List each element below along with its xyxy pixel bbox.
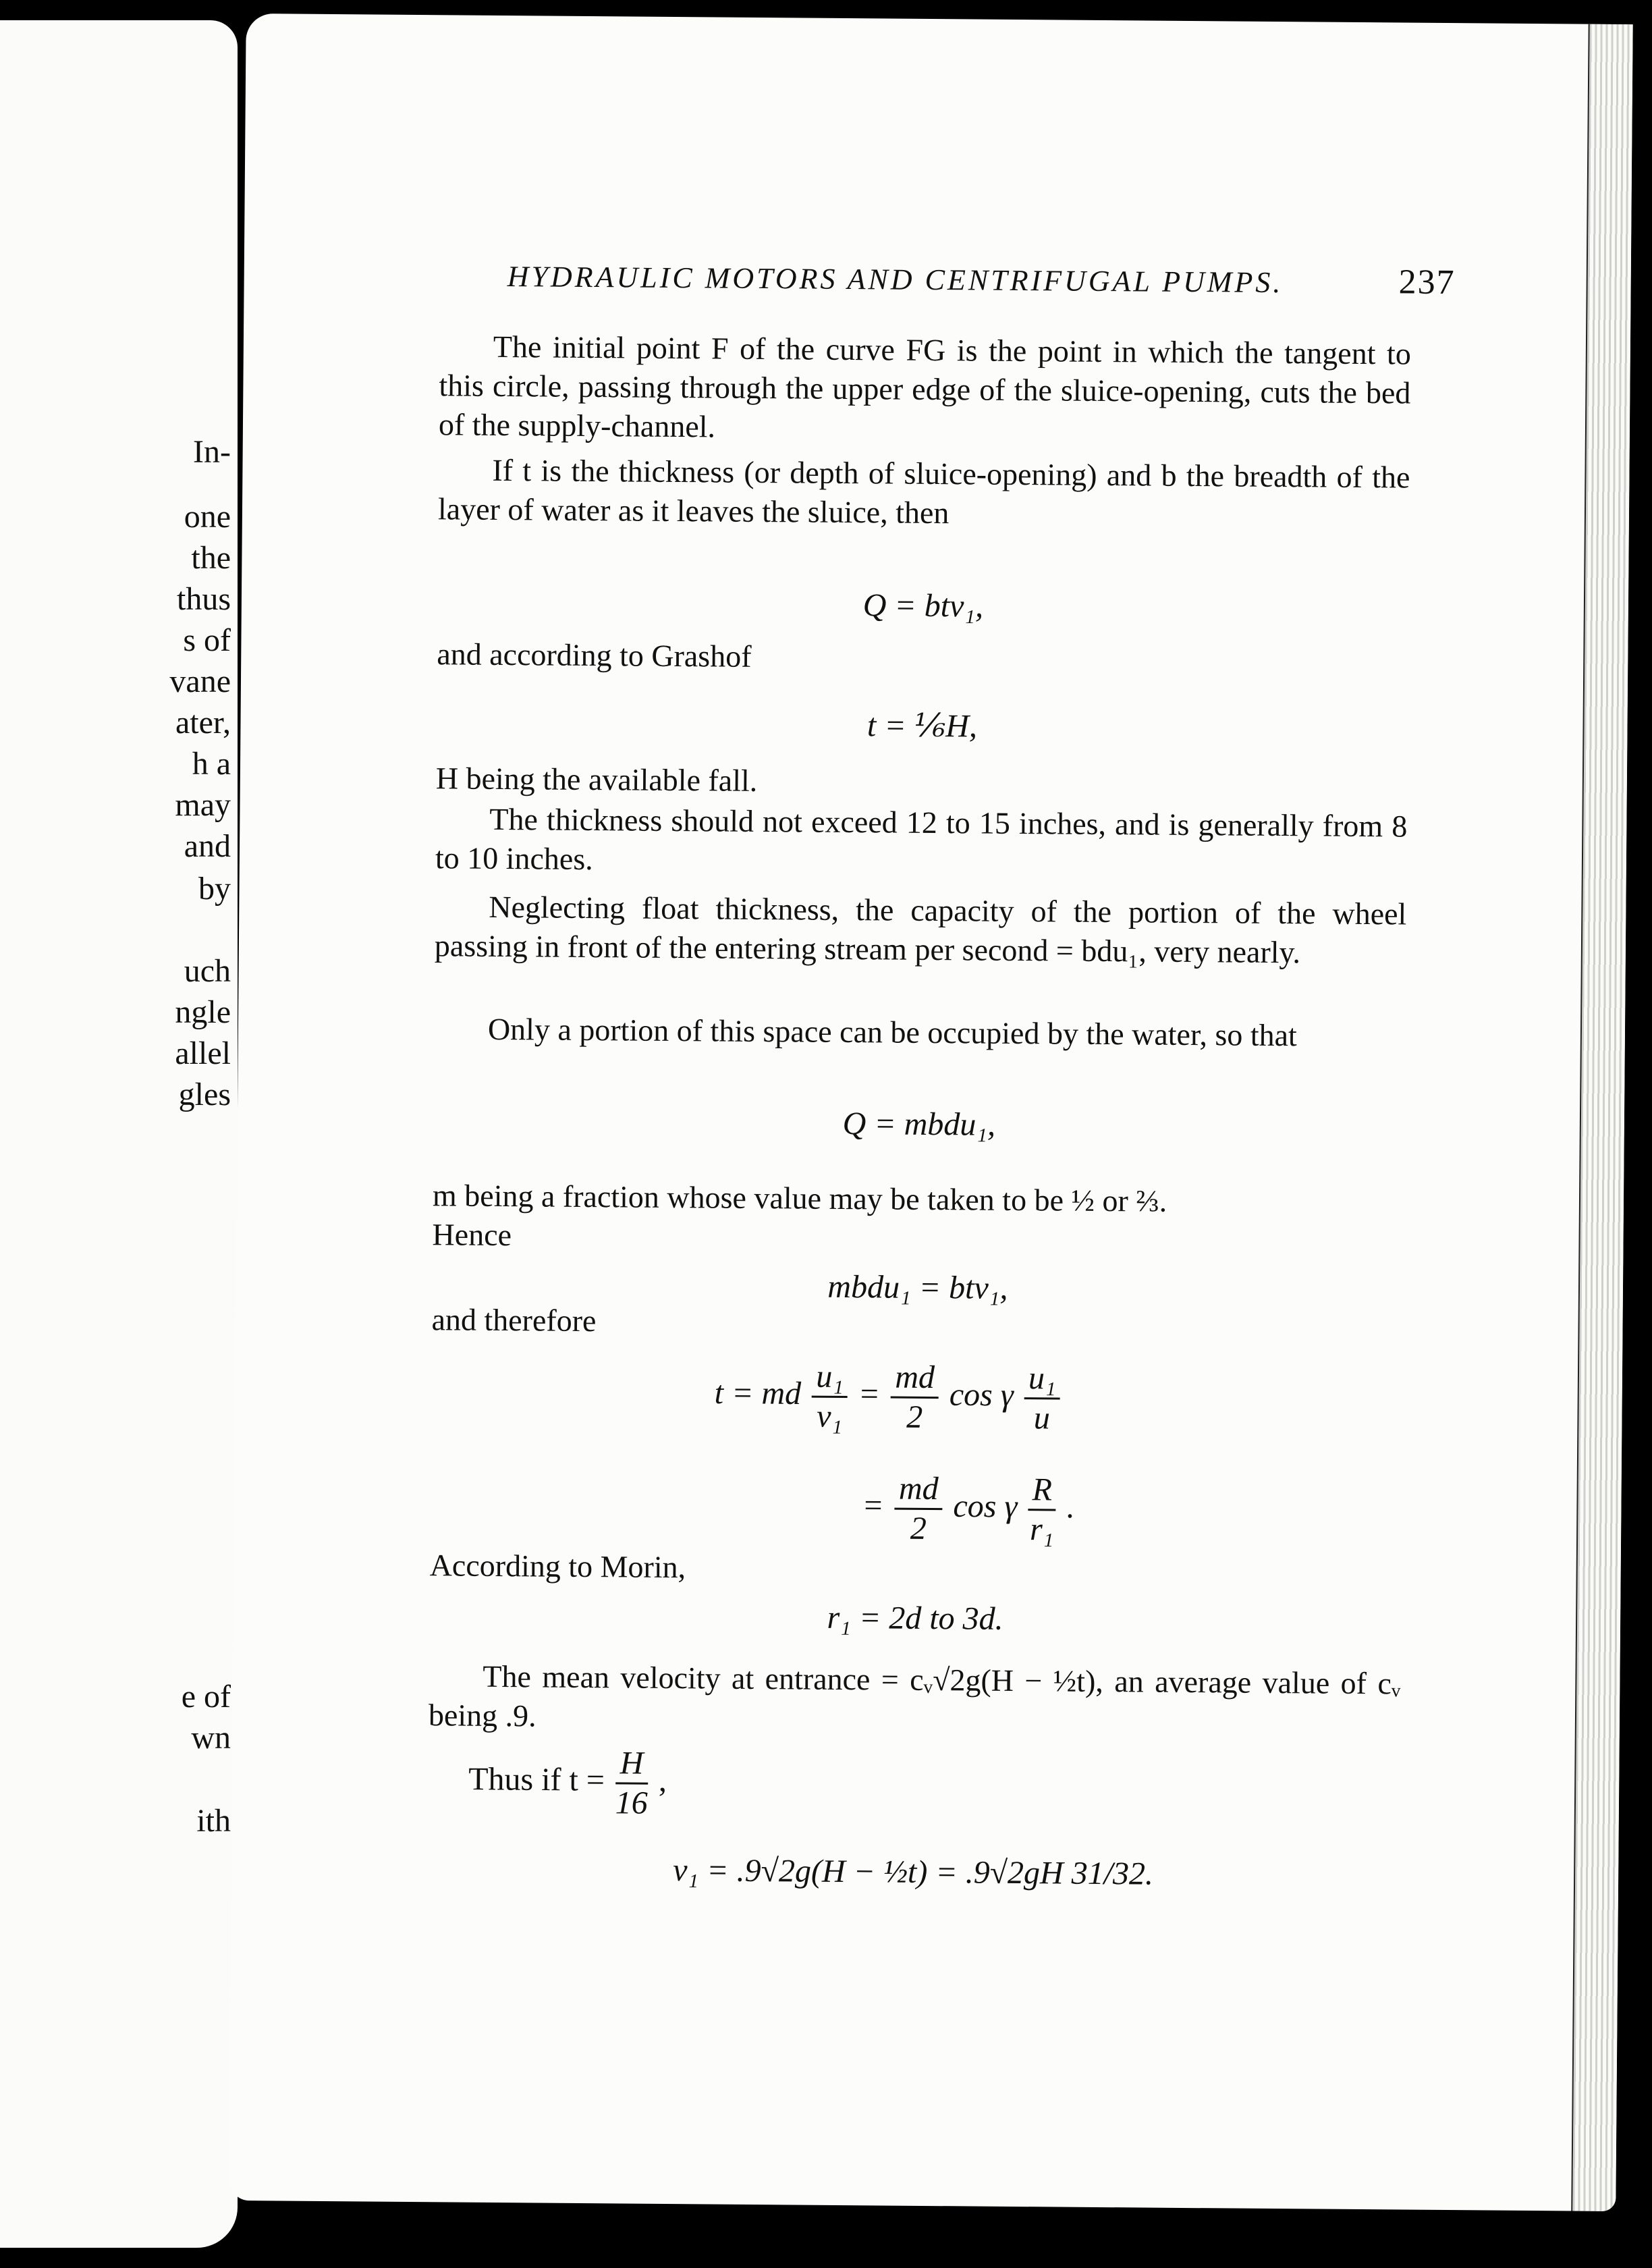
left-fragment: and — [184, 828, 231, 864]
equation-text: = — [858, 1376, 881, 1412]
fraction — [894, 1470, 943, 1548]
denominator: v₁ — [816, 1398, 843, 1434]
paragraph: Hence — [432, 1217, 512, 1253]
paragraph: and therefore — [431, 1302, 597, 1339]
equation: v₁ = .9√2g(H − ½t) = .9√2gH 31/32. — [673, 1852, 1154, 1892]
denominator: u — [1033, 1400, 1051, 1436]
paragraph: The initial point F of the curve FG is the point in which the tangent to this circle, passing through the upper edge of the sluice-opening, cuts the bed of the supply-channel. — [438, 329, 1412, 444]
denominator: r₁ — [1029, 1511, 1054, 1548]
paragraph: and according to Grashof — [437, 637, 752, 674]
left-facing-page — [0, 20, 238, 2248]
denominator: 2 — [906, 1399, 923, 1435]
numerator: R — [1028, 1471, 1056, 1511]
left-fragment: the — [191, 540, 231, 576]
left-fragment: by — [198, 871, 231, 907]
equation: r₁ = 2d to 3d. — [827, 1599, 1003, 1637]
numerator: md — [891, 1359, 939, 1399]
fraction — [1028, 1471, 1056, 1548]
left-fragment: gles — [178, 1077, 231, 1112]
left-fragment: allel — [175, 1035, 231, 1071]
paragraph: According to Morin, — [429, 1548, 686, 1585]
left-fragment: one — [184, 499, 231, 535]
equation-text: = — [862, 1487, 885, 1523]
numerator: H — [615, 1744, 648, 1784]
equation-text: cos γ — [953, 1488, 1018, 1525]
left-fragment: ith — [196, 1803, 231, 1839]
book-page — [229, 14, 1632, 2211]
equation: Q = btv₁, — [862, 587, 984, 624]
numerator: u₁ — [1024, 1359, 1060, 1399]
equation-text: Thus if t = — [468, 1761, 605, 1798]
equation: mbdu₁ = btv₁, — [827, 1268, 1008, 1306]
left-fragment: s of — [183, 622, 231, 658]
numerator: md — [895, 1470, 943, 1511]
paragraph: H being the available fall. — [435, 761, 758, 798]
paragraph: m being a fraction whose value may be taken to be ½ or ⅔. — [432, 1178, 1167, 1218]
paragraph: If t is the thickness (or depth of sluice-opening) and b the breadth of the layer of water as it leaves the sluice, then — [437, 452, 1410, 531]
left-fragment: In- — [193, 434, 231, 470]
left-fragment: e of — [181, 1679, 231, 1714]
left-fragment: ater, — [175, 705, 231, 740]
equation: Q = mbdu₁, — [842, 1105, 996, 1143]
left-fragment: ngle — [175, 994, 231, 1030]
equation-text: . — [1066, 1489, 1075, 1526]
equation-fraction-row — [468, 1744, 667, 1823]
left-fragment: vane — [169, 664, 231, 699]
fraction — [812, 1358, 848, 1436]
paragraph: Neglecting float thickness, the capacity of the portion of the wheel passing in front of the entering stream per second = bdu₁, very nearly. — [434, 889, 1407, 970]
fraction — [891, 1359, 939, 1437]
left-fragment: uch — [184, 953, 231, 989]
page-edge — [1571, 24, 1632, 2211]
paragraph: Only a portion of this space can be occupied by the water, so that — [487, 1011, 1298, 1053]
left-fragment: h a — [192, 746, 231, 782]
fraction — [1024, 1359, 1060, 1437]
equation-text: , — [658, 1762, 667, 1799]
equation-text: cos γ — [949, 1376, 1014, 1413]
equation-fraction-row — [714, 1357, 1063, 1437]
denominator: 2 — [910, 1510, 927, 1546]
running-title: HYDRAULIC MOTORS AND CENTRIFUGAL PUMPS. — [507, 260, 1284, 300]
numerator: u₁ — [812, 1358, 848, 1398]
left-fragment: wn — [191, 1720, 231, 1756]
paragraph: The thickness should not exceed 12 to 15 inches, and is generally from 8 to 10 inches. — [435, 801, 1408, 877]
equation: t = ⅙H, — [866, 707, 978, 745]
equation-fraction-row — [862, 1469, 1075, 1548]
equation-text: t = md — [714, 1375, 802, 1412]
running-header — [507, 255, 1455, 302]
page-number: 237 — [1398, 263, 1456, 302]
left-fragment: thus — [176, 581, 231, 617]
left-fragment: may — [175, 787, 231, 823]
denominator: 16 — [615, 1785, 648, 1821]
paragraph: The mean velocity at entrance = cᵥ√2g(H − ½t), an average value of cᵥ being .9. — [428, 1658, 1401, 1733]
fraction — [615, 1744, 648, 1822]
